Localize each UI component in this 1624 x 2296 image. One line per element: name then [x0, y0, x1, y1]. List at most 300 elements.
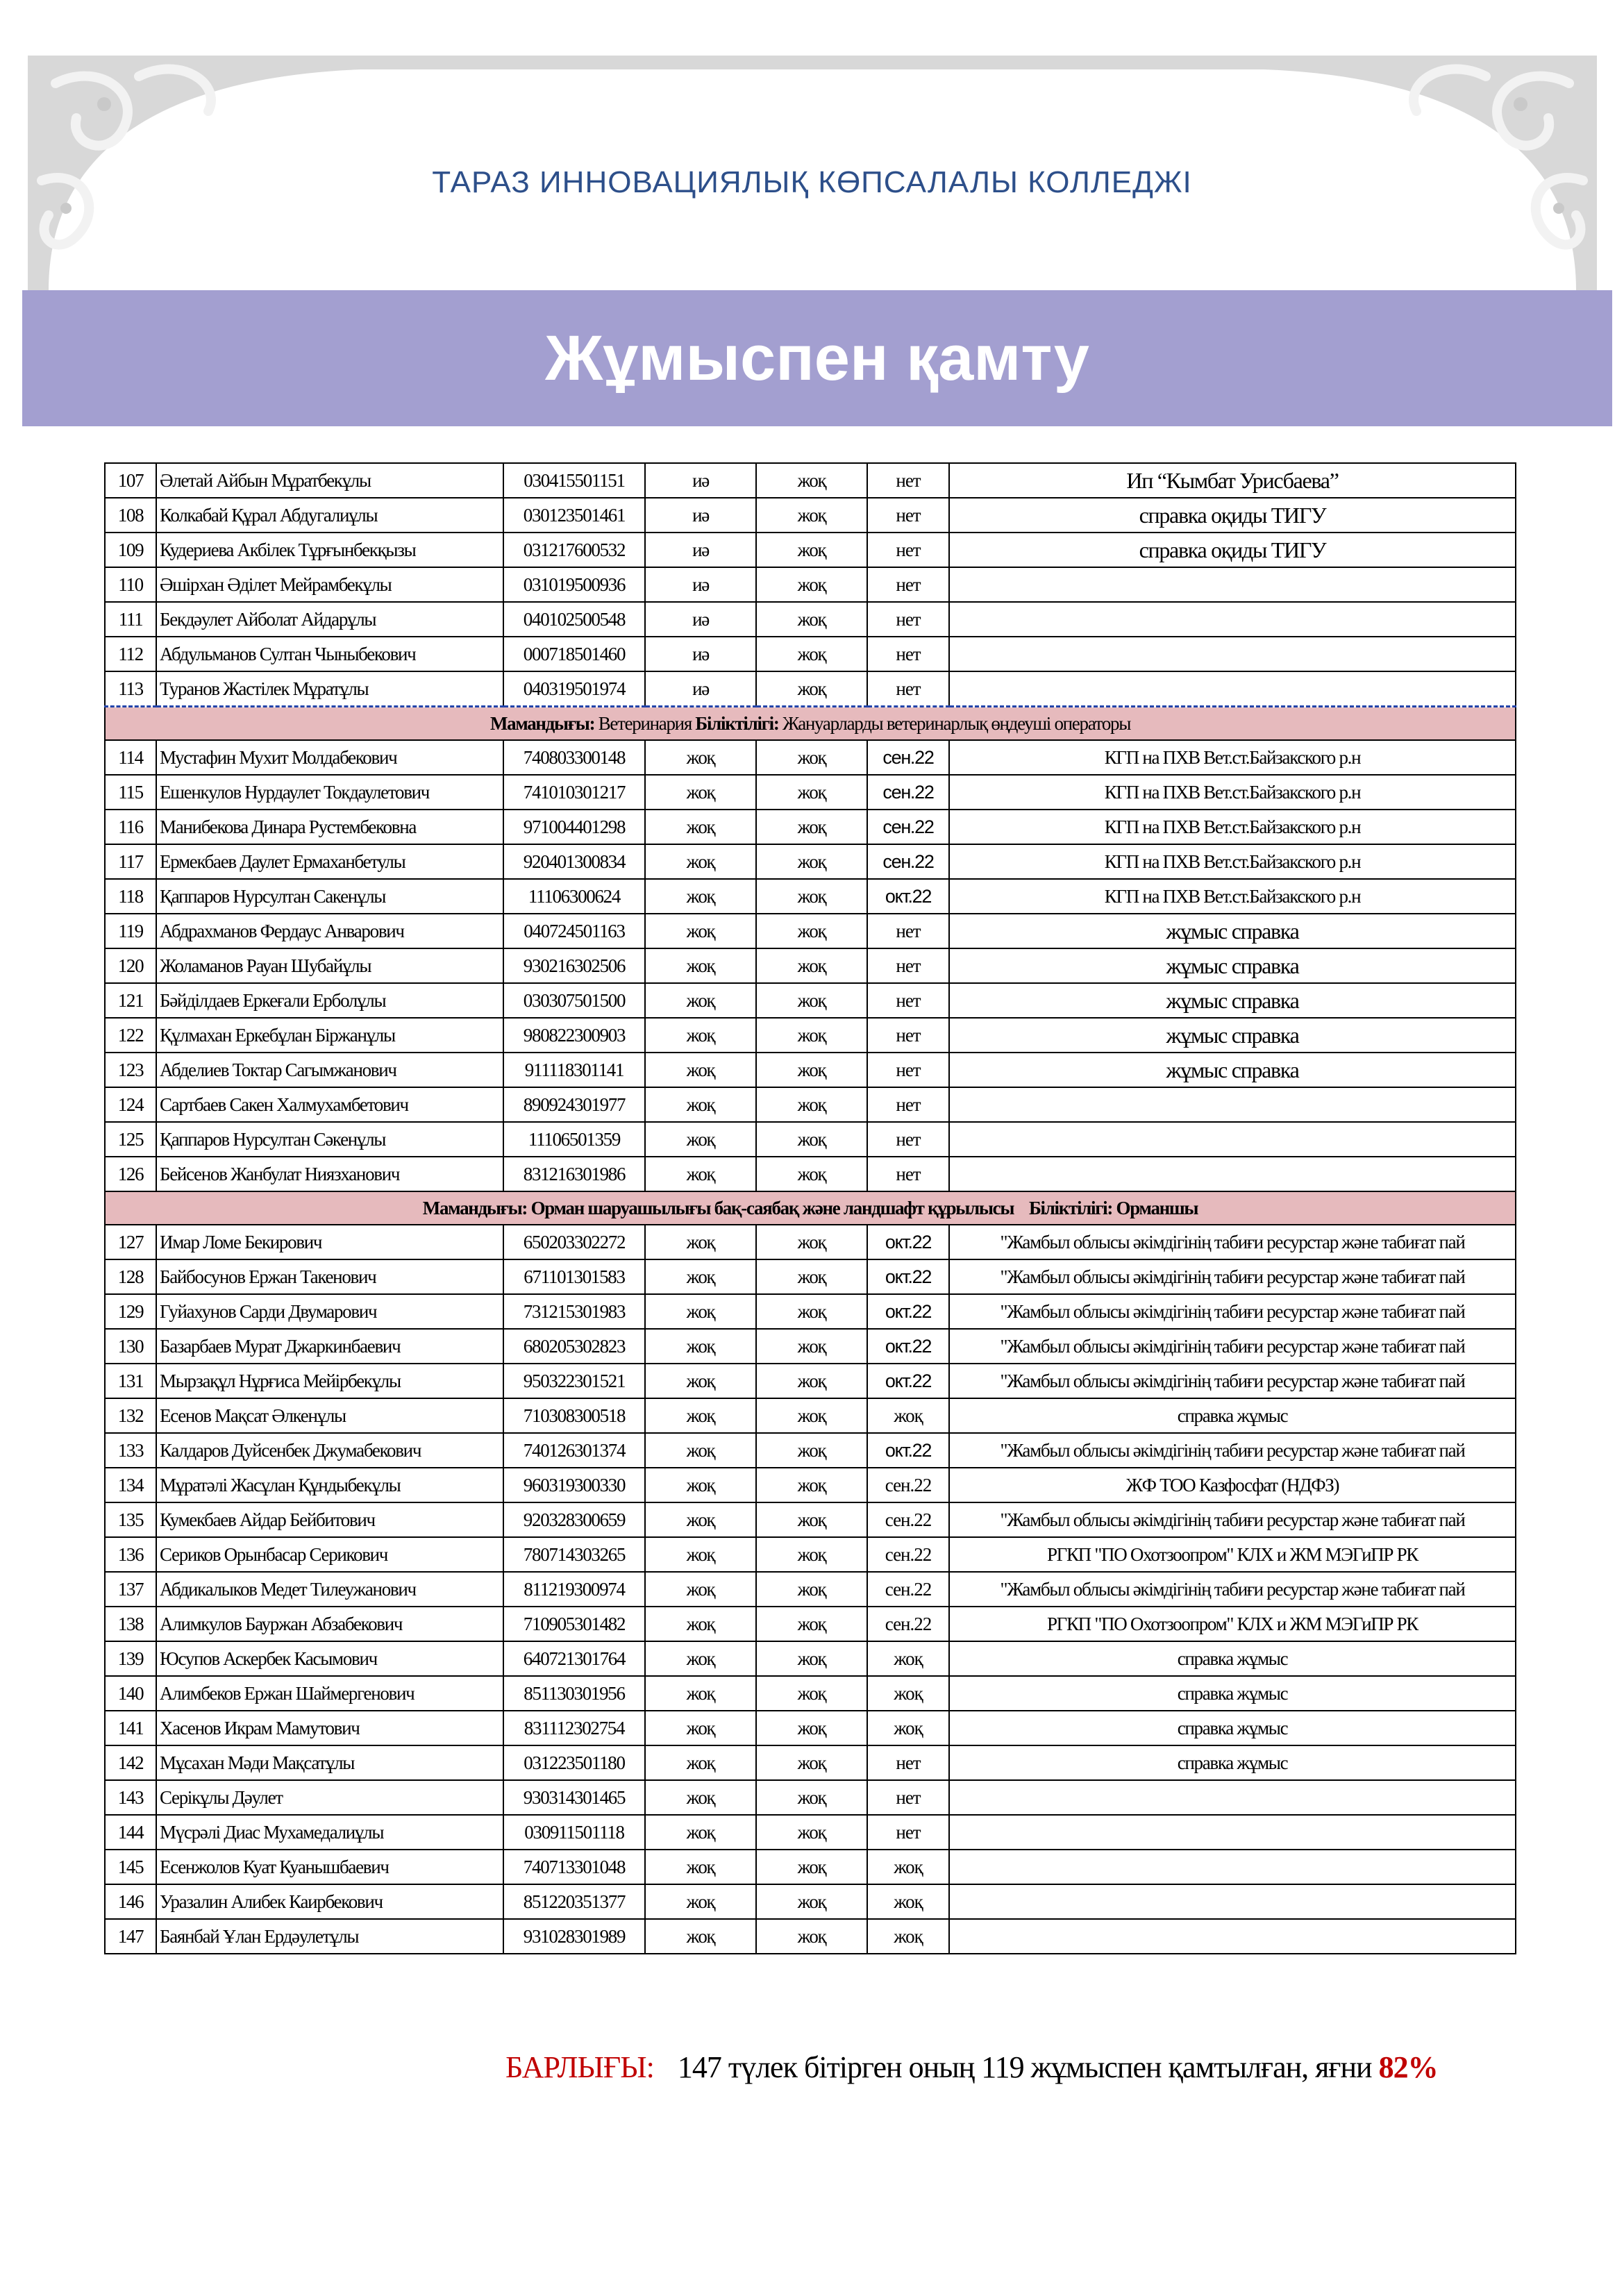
- section-cell: [105, 707, 1516, 741]
- table-row: [105, 602, 1516, 637]
- date-cell: сен.22: [867, 1607, 949, 1641]
- iin-cell: 811219300974: [503, 1572, 645, 1607]
- col-a-cell: жоқ: [645, 1364, 756, 1398]
- col-a-cell: жоқ: [645, 879, 756, 914]
- date-cell: нет: [867, 914, 949, 948]
- iin-cell: 911118301141: [503, 1053, 645, 1087]
- student-name: Алимкулов Бауржан Абзабекович: [156, 1607, 503, 1641]
- table-row: [105, 1018, 1516, 1053]
- date-cell: окт.22: [867, 879, 949, 914]
- section-qual-label: Біліктілігі:: [1028, 1197, 1113, 1218]
- student-name: Абдульманов Султан Чыныбекович: [156, 637, 503, 671]
- col-a-cell: жоқ: [645, 1259, 756, 1294]
- student-name: Хасенов Икрам Мамутович: [156, 1711, 503, 1745]
- date-cell: жоқ: [867, 1641, 949, 1676]
- employer-cell: справка жұмыс: [949, 1711, 1516, 1745]
- date-cell: нет: [867, 463, 949, 498]
- date-cell: окт.22: [867, 1329, 949, 1364]
- col-a-cell: жоқ: [645, 1018, 756, 1053]
- iin-cell: 11106501359: [503, 1122, 645, 1157]
- col-a-cell: жоқ: [645, 1294, 756, 1329]
- date-cell: сен.22: [867, 1468, 949, 1502]
- date-cell: окт.22: [867, 1294, 949, 1329]
- student-name: Алимбеков Ержан Шаймергенович: [156, 1676, 503, 1711]
- date-cell: нет: [867, 1780, 949, 1815]
- col-a-cell: иә: [645, 533, 756, 567]
- row-number: 128: [105, 1259, 156, 1294]
- employer-cell: [949, 1884, 1516, 1919]
- row-number: 110: [105, 567, 156, 602]
- table-row: [105, 671, 1516, 707]
- date-cell: нет: [867, 1087, 949, 1122]
- col-b-cell: жоқ: [756, 463, 867, 498]
- row-number: 131: [105, 1364, 156, 1398]
- employer-cell: [949, 1780, 1516, 1815]
- student-name: Қаппаров Нурсултан Сәкенұлы: [156, 1122, 503, 1157]
- employer-cell: жұмыс справка: [949, 914, 1516, 948]
- table-row: [105, 1294, 1516, 1329]
- date-cell: нет: [867, 983, 949, 1018]
- student-name: Ешенкулов Нурдаулет Токдаулетович: [156, 775, 503, 810]
- table-row: [105, 948, 1516, 983]
- table-row: [105, 533, 1516, 567]
- student-name: Мырзақұл Нұрғиса Мейірбекұлы: [156, 1364, 503, 1398]
- section-label: Мамандығы:: [489, 712, 595, 734]
- col-b-cell: жоқ: [756, 1607, 867, 1641]
- date-cell: жоқ: [867, 1676, 949, 1711]
- col-b-cell: жоқ: [756, 637, 867, 671]
- col-b-cell: жоқ: [756, 567, 867, 602]
- date-cell: жоқ: [867, 1919, 949, 1954]
- student-name: Жоламанов Рауан Шубайұлы: [156, 948, 503, 983]
- col-a-cell: жоқ: [645, 1225, 756, 1259]
- col-b-cell: жоқ: [756, 983, 867, 1018]
- date-cell: сен.22: [867, 844, 949, 879]
- table-row: [105, 1850, 1516, 1884]
- col-b-cell: жоқ: [756, 844, 867, 879]
- col-b-cell: жоқ: [756, 948, 867, 983]
- iin-cell: 980822300903: [503, 1018, 645, 1053]
- student-name: Кумекбаев Айдар Бейбитович: [156, 1502, 503, 1537]
- table-row: [105, 879, 1516, 914]
- employer-cell: "Жамбыл облысы әкімдігінің табиғи ресурстар және табиғат пай: [949, 1259, 1516, 1294]
- iin-cell: 831112302754: [503, 1711, 645, 1745]
- date-cell: нет: [867, 1053, 949, 1087]
- student-name: Уразалин Алибек Каирбекович: [156, 1884, 503, 1919]
- date-cell: жоқ: [867, 1398, 949, 1433]
- iin-cell: 650203302272: [503, 1225, 645, 1259]
- employer-cell: РГКП "ПО Охотзоопром" КЛХ и ЖМ МЭГиПР РК: [949, 1537, 1516, 1572]
- employer-cell: [949, 637, 1516, 671]
- iin-cell: 851220351377: [503, 1884, 645, 1919]
- col-b-cell: жоқ: [756, 498, 867, 533]
- iin-cell: 740713301048: [503, 1850, 645, 1884]
- employer-cell: "Жамбыл облысы әкімдігінің табиғи ресурстар және табиғат пай: [949, 1572, 1516, 1607]
- employer-cell: жұмыс справка: [949, 1053, 1516, 1087]
- iin-cell: 030307501500: [503, 983, 645, 1018]
- date-cell: сен.22: [867, 1537, 949, 1572]
- iin-cell: 731215301983: [503, 1294, 645, 1329]
- row-number: 130: [105, 1329, 156, 1364]
- date-cell: окт.22: [867, 1364, 949, 1398]
- row-number: 140: [105, 1676, 156, 1711]
- iin-cell: 040319501974: [503, 671, 645, 707]
- iin-cell: 040724501163: [503, 914, 645, 948]
- date-cell: сен.22: [867, 740, 949, 775]
- iin-cell: 930216302506: [503, 948, 645, 983]
- date-cell: нет: [867, 1122, 949, 1157]
- table-row: [105, 740, 1516, 775]
- col-a-cell: жоқ: [645, 914, 756, 948]
- table-row: [105, 1225, 1516, 1259]
- col-b-cell: жоқ: [756, 1919, 867, 1954]
- date-cell: нет: [867, 637, 949, 671]
- iin-cell: 950322301521: [503, 1364, 645, 1398]
- section-label: Мамандығы:: [422, 1197, 528, 1218]
- section-row: [105, 707, 1516, 741]
- student-name: Мустафин Мухит Молдабекович: [156, 740, 503, 775]
- date-cell: окт.22: [867, 1225, 949, 1259]
- row-number: 145: [105, 1850, 156, 1884]
- employer-cell: [949, 567, 1516, 602]
- iin-cell: 930314301465: [503, 1780, 645, 1815]
- employer-cell: [949, 671, 1516, 707]
- table-row: [105, 1259, 1516, 1294]
- col-a-cell: жоқ: [645, 1087, 756, 1122]
- row-number: 144: [105, 1815, 156, 1850]
- col-b-cell: жоқ: [756, 1225, 867, 1259]
- col-a-cell: иә: [645, 671, 756, 707]
- row-number: 111: [105, 602, 156, 637]
- row-number: 143: [105, 1780, 156, 1815]
- row-number: 135: [105, 1502, 156, 1537]
- row-number: 112: [105, 637, 156, 671]
- student-name: Әшірхан Әділет Мейрамбекұлы: [156, 567, 503, 602]
- iin-cell: 040102500548: [503, 602, 645, 637]
- table-row: [105, 1468, 1516, 1502]
- section-header-forestry: [105, 1191, 1516, 1225]
- date-cell: жоқ: [867, 1884, 949, 1919]
- iin-cell: 11106300624: [503, 879, 645, 914]
- col-b-cell: жоқ: [756, 810, 867, 844]
- student-name: Баянбай Ұлан Ердәулетұлы: [156, 1919, 503, 1954]
- row-number: 116: [105, 810, 156, 844]
- table-row: [105, 1053, 1516, 1087]
- employer-cell: справка жұмыс: [949, 1676, 1516, 1711]
- iin-cell: 710308300518: [503, 1398, 645, 1433]
- employer-cell: справка жұмыс: [949, 1641, 1516, 1676]
- graduates-table: [104, 462, 1516, 1954]
- employer-cell: справка оқиды ТИГУ: [949, 498, 1516, 533]
- iin-cell: 960319300330: [503, 1468, 645, 1502]
- table-row: [105, 1398, 1516, 1433]
- employer-cell: "Жамбыл облысы әкімдігінің табиғи ресурстар және табиғат пай: [949, 1225, 1516, 1259]
- row-number: 109: [105, 533, 156, 567]
- col-b-cell: жоқ: [756, 1502, 867, 1537]
- col-a-cell: жоқ: [645, 1053, 756, 1087]
- col-b-cell: жоқ: [756, 1087, 867, 1122]
- col-b-cell: жоқ: [756, 1676, 867, 1711]
- table-row: [105, 844, 1516, 879]
- table-row: [105, 1087, 1516, 1122]
- col-a-cell: жоқ: [645, 948, 756, 983]
- row-number: 134: [105, 1468, 156, 1502]
- date-cell: нет: [867, 1018, 949, 1053]
- table-row: [105, 1676, 1516, 1711]
- iin-cell: 031223501180: [503, 1745, 645, 1780]
- title-banner: [22, 290, 1612, 426]
- employer-cell: [949, 1850, 1516, 1884]
- employer-cell: жұмыс справка: [949, 948, 1516, 983]
- student-name: Мұратәлі Жасұлан Құндыбекұлы: [156, 1468, 503, 1502]
- row-number: 133: [105, 1433, 156, 1468]
- summary-text: 147 түлек бітірген оның 119 жұмыспен қамтылған, яғни: [677, 2050, 1379, 2084]
- college-name: ТАРАЗ ИННОВАЦИЯЛЫҚ КӨПСАЛАЛЫ КОЛЛЕДЖІ: [432, 165, 1192, 199]
- row-number: 125: [105, 1122, 156, 1157]
- col-b-cell: жоқ: [756, 914, 867, 948]
- col-a-cell: жоқ: [645, 1157, 756, 1191]
- table-row: [105, 1641, 1516, 1676]
- employer-cell: "Жамбыл облысы әкімдігінің табиғи ресурстар және табиғат пай: [949, 1294, 1516, 1329]
- iin-cell: 031217600532: [503, 533, 645, 567]
- table-row: [105, 1711, 1516, 1745]
- row-number: 113: [105, 671, 156, 707]
- col-b-cell: жоқ: [756, 1122, 867, 1157]
- student-name: Колкабай Құрал Абдугалиұлы: [156, 498, 503, 533]
- date-cell: сен.22: [867, 775, 949, 810]
- student-name: Абдикалыков Медет Тилеужанович: [156, 1572, 503, 1607]
- employer-cell: "Жамбыл облысы әкімдігінің табиғи ресурстар және табиғат пай: [949, 1364, 1516, 1398]
- section-spec: Ветеринария: [594, 712, 696, 734]
- student-name: Серікұлы Дәулет: [156, 1780, 503, 1815]
- col-b-cell: жоқ: [756, 1780, 867, 1815]
- row-number: 127: [105, 1225, 156, 1259]
- student-name: Сартбаев Сакен Халмухамбетович: [156, 1087, 503, 1122]
- iin-cell: 920328300659: [503, 1502, 645, 1537]
- table-row: [105, 637, 1516, 671]
- col-b-cell: жоқ: [756, 1259, 867, 1294]
- iin-cell: 671101301583: [503, 1259, 645, 1294]
- table-row: [105, 983, 1516, 1018]
- employer-cell: жұмыс справка: [949, 983, 1516, 1018]
- row-number: 142: [105, 1745, 156, 1780]
- col-a-cell: жоқ: [645, 1122, 756, 1157]
- col-a-cell: жоқ: [645, 775, 756, 810]
- date-cell: сен.22: [867, 810, 949, 844]
- iin-cell: 710905301482: [503, 1607, 645, 1641]
- student-name: Мүсрәлі Диас Мухамедалиұлы: [156, 1815, 503, 1850]
- student-name: Мұсахан Мәди Мақсатұлы: [156, 1745, 503, 1780]
- table-row: [105, 1537, 1516, 1572]
- employer-cell: справка оқиды ТИГУ: [949, 533, 1516, 567]
- employer-cell: РГКП "ПО Охотзоопром" КЛХ и ЖМ МЭГиПР РК: [949, 1607, 1516, 1641]
- row-number: 117: [105, 844, 156, 879]
- iin-cell: 931028301989: [503, 1919, 645, 1954]
- row-number: 129: [105, 1294, 156, 1329]
- section-qual: Жануарларды ветеринарлық өңдеуші операторы: [778, 712, 1131, 734]
- section-spec: Орман шаруашылығы бақ-саябақ және ландшафт құрылысы: [527, 1197, 1014, 1218]
- col-b-cell: жоқ: [756, 1850, 867, 1884]
- table-row: [105, 1364, 1516, 1398]
- student-name: Манибекова Динара Рустембековна: [156, 810, 503, 844]
- table-row: [105, 567, 1516, 602]
- iin-cell: 030415501151: [503, 463, 645, 498]
- date-cell: жоқ: [867, 1711, 949, 1745]
- table-row: [105, 1780, 1516, 1815]
- date-cell: нет: [867, 1815, 949, 1850]
- student-name: Абделиев Токтар Сагымжанович: [156, 1053, 503, 1087]
- table-row: [105, 914, 1516, 948]
- row-number: 136: [105, 1537, 156, 1572]
- employer-cell: [949, 1815, 1516, 1850]
- student-name: Бекдәулет Айболат Айдарұлы: [156, 602, 503, 637]
- iin-cell: 000718501460: [503, 637, 645, 671]
- table-row: [105, 1745, 1516, 1780]
- row-number: 126: [105, 1157, 156, 1191]
- student-name: Есенжолов Куат Куанышбаевич: [156, 1850, 503, 1884]
- col-a-cell: жоқ: [645, 1780, 756, 1815]
- iin-cell: 780714303265: [503, 1537, 645, 1572]
- row-number: 147: [105, 1919, 156, 1954]
- date-cell: сен.22: [867, 1502, 949, 1537]
- date-cell: нет: [867, 602, 949, 637]
- employer-cell: КГП на ПХВ Вет.ст.Байзакского р.н: [949, 740, 1516, 775]
- date-cell: нет: [867, 567, 949, 602]
- col-a-cell: иә: [645, 498, 756, 533]
- col-a-cell: жоқ: [645, 1607, 756, 1641]
- section-qual-label: Біліктілігі:: [695, 712, 779, 734]
- table-row: [105, 1919, 1516, 1954]
- table-row: [105, 1884, 1516, 1919]
- col-a-cell: иә: [645, 637, 756, 671]
- employer-cell: [949, 1122, 1516, 1157]
- date-cell: окт.22: [867, 1259, 949, 1294]
- row-number: 115: [105, 775, 156, 810]
- row-number: 122: [105, 1018, 156, 1053]
- employer-cell: КГП на ПХВ Вет.ст.Байзакского р.н: [949, 879, 1516, 914]
- iin-cell: 890924301977: [503, 1087, 645, 1122]
- date-cell: сен.22: [867, 1572, 949, 1607]
- row-number: 138: [105, 1607, 156, 1641]
- employer-cell: справка жұмыс: [949, 1398, 1516, 1433]
- col-a-cell: жоқ: [645, 1641, 756, 1676]
- col-a-cell: жоқ: [645, 1850, 756, 1884]
- table-row: [105, 1502, 1516, 1537]
- employer-cell: "Жамбыл облысы әкімдігінің табиғи ресурстар және табиғат пай: [949, 1502, 1516, 1537]
- col-a-cell: жоқ: [645, 810, 756, 844]
- employer-cell: [949, 1087, 1516, 1122]
- table-row: [105, 810, 1516, 844]
- employer-cell: [949, 1919, 1516, 1954]
- col-a-cell: жоқ: [645, 983, 756, 1018]
- col-a-cell: жоқ: [645, 1537, 756, 1572]
- student-name: Сериков Орынбасар Серикович: [156, 1537, 503, 1572]
- date-cell: жоқ: [867, 1850, 949, 1884]
- row-number: 118: [105, 879, 156, 914]
- col-b-cell: жоқ: [756, 533, 867, 567]
- col-b-cell: жоқ: [756, 1053, 867, 1087]
- col-a-cell: жоқ: [645, 1711, 756, 1745]
- employer-cell: Ип “Кымбат Урисбаева”: [949, 463, 1516, 498]
- iin-cell: 680205302823: [503, 1329, 645, 1364]
- iin-cell: 971004401298: [503, 810, 645, 844]
- col-a-cell: жоқ: [645, 1329, 756, 1364]
- col-a-cell: жоқ: [645, 1468, 756, 1502]
- student-name: Әлетай Айбын Мұратбекұлы: [156, 463, 503, 498]
- table-row: [105, 463, 1516, 498]
- row-number: 108: [105, 498, 156, 533]
- row-number: 132: [105, 1398, 156, 1433]
- summary-label: БАРЛЫҒЫ:: [505, 2050, 654, 2084]
- col-a-cell: иә: [645, 602, 756, 637]
- col-b-cell: жоқ: [756, 1572, 867, 1607]
- student-name: Абдрахманов Фердаус Анварович: [156, 914, 503, 948]
- row-number: 120: [105, 948, 156, 983]
- student-name: Құлмахан Еркебұлан Біржанұлы: [156, 1018, 503, 1053]
- col-a-cell: жоқ: [645, 844, 756, 879]
- iin-cell: 741010301217: [503, 775, 645, 810]
- student-name: Бейсенов Жанбулат Ниязханович: [156, 1157, 503, 1191]
- table-row: [105, 1122, 1516, 1157]
- student-name: Калдаров Дуйсенбек Джумабекович: [156, 1433, 503, 1468]
- section-header-veterinary: [105, 707, 1516, 741]
- row-number: 114: [105, 740, 156, 775]
- col-b-cell: жоқ: [756, 1018, 867, 1053]
- date-cell: нет: [867, 1745, 949, 1780]
- col-b-cell: жоқ: [756, 671, 867, 707]
- col-b-cell: жоқ: [756, 775, 867, 810]
- col-b-cell: жоқ: [756, 1815, 867, 1850]
- table-row: [105, 1607, 1516, 1641]
- table-row: [105, 1815, 1516, 1850]
- iin-cell: 030911501118: [503, 1815, 645, 1850]
- employer-cell: ЖФ ТОО Казфосфат (НДФЗ): [949, 1468, 1516, 1502]
- col-a-cell: жоқ: [645, 1919, 756, 1954]
- col-b-cell: жоқ: [756, 1329, 867, 1364]
- student-name: Ермекбаев Даулет Ермаханбетулы: [156, 844, 503, 879]
- row-number: 137: [105, 1572, 156, 1607]
- iin-cell: 851130301956: [503, 1676, 645, 1711]
- col-a-cell: иә: [645, 463, 756, 498]
- employer-cell: КГП на ПХВ Вет.ст.Байзакского р.н: [949, 775, 1516, 810]
- row-number: 124: [105, 1087, 156, 1122]
- table-group-a: [105, 463, 1516, 707]
- col-b-cell: жоқ: [756, 1398, 867, 1433]
- table-group-c: [105, 1225, 1516, 1954]
- col-a-cell: жоқ: [645, 1502, 756, 1537]
- student-name: Имар Ломе Бекирович: [156, 1225, 503, 1259]
- row-number: 139: [105, 1641, 156, 1676]
- col-a-cell: жоқ: [645, 1398, 756, 1433]
- col-a-cell: жоқ: [645, 1572, 756, 1607]
- col-a-cell: жоқ: [645, 1884, 756, 1919]
- date-cell: нет: [867, 948, 949, 983]
- student-name: Қаппаров Нурсултан Сакенұлы: [156, 879, 503, 914]
- iin-cell: 031019500936: [503, 567, 645, 602]
- col-a-cell: жоқ: [645, 1433, 756, 1468]
- col-b-cell: жоқ: [756, 602, 867, 637]
- iin-cell: 740803300148: [503, 740, 645, 775]
- table-row: [105, 1572, 1516, 1607]
- employer-cell: жұмыс справка: [949, 1018, 1516, 1053]
- col-b-cell: жоқ: [756, 1364, 867, 1398]
- student-name: Бәйділдаев Еркеғали Ерболұлы: [156, 983, 503, 1018]
- col-b-cell: жоқ: [756, 1745, 867, 1780]
- student-name: Есенов Мақсат Әлкенұлы: [156, 1398, 503, 1433]
- student-name: Туранов Жастілек Мұратұлы: [156, 671, 503, 707]
- iin-cell: 740126301374: [503, 1433, 645, 1468]
- col-b-cell: жоқ: [756, 1294, 867, 1329]
